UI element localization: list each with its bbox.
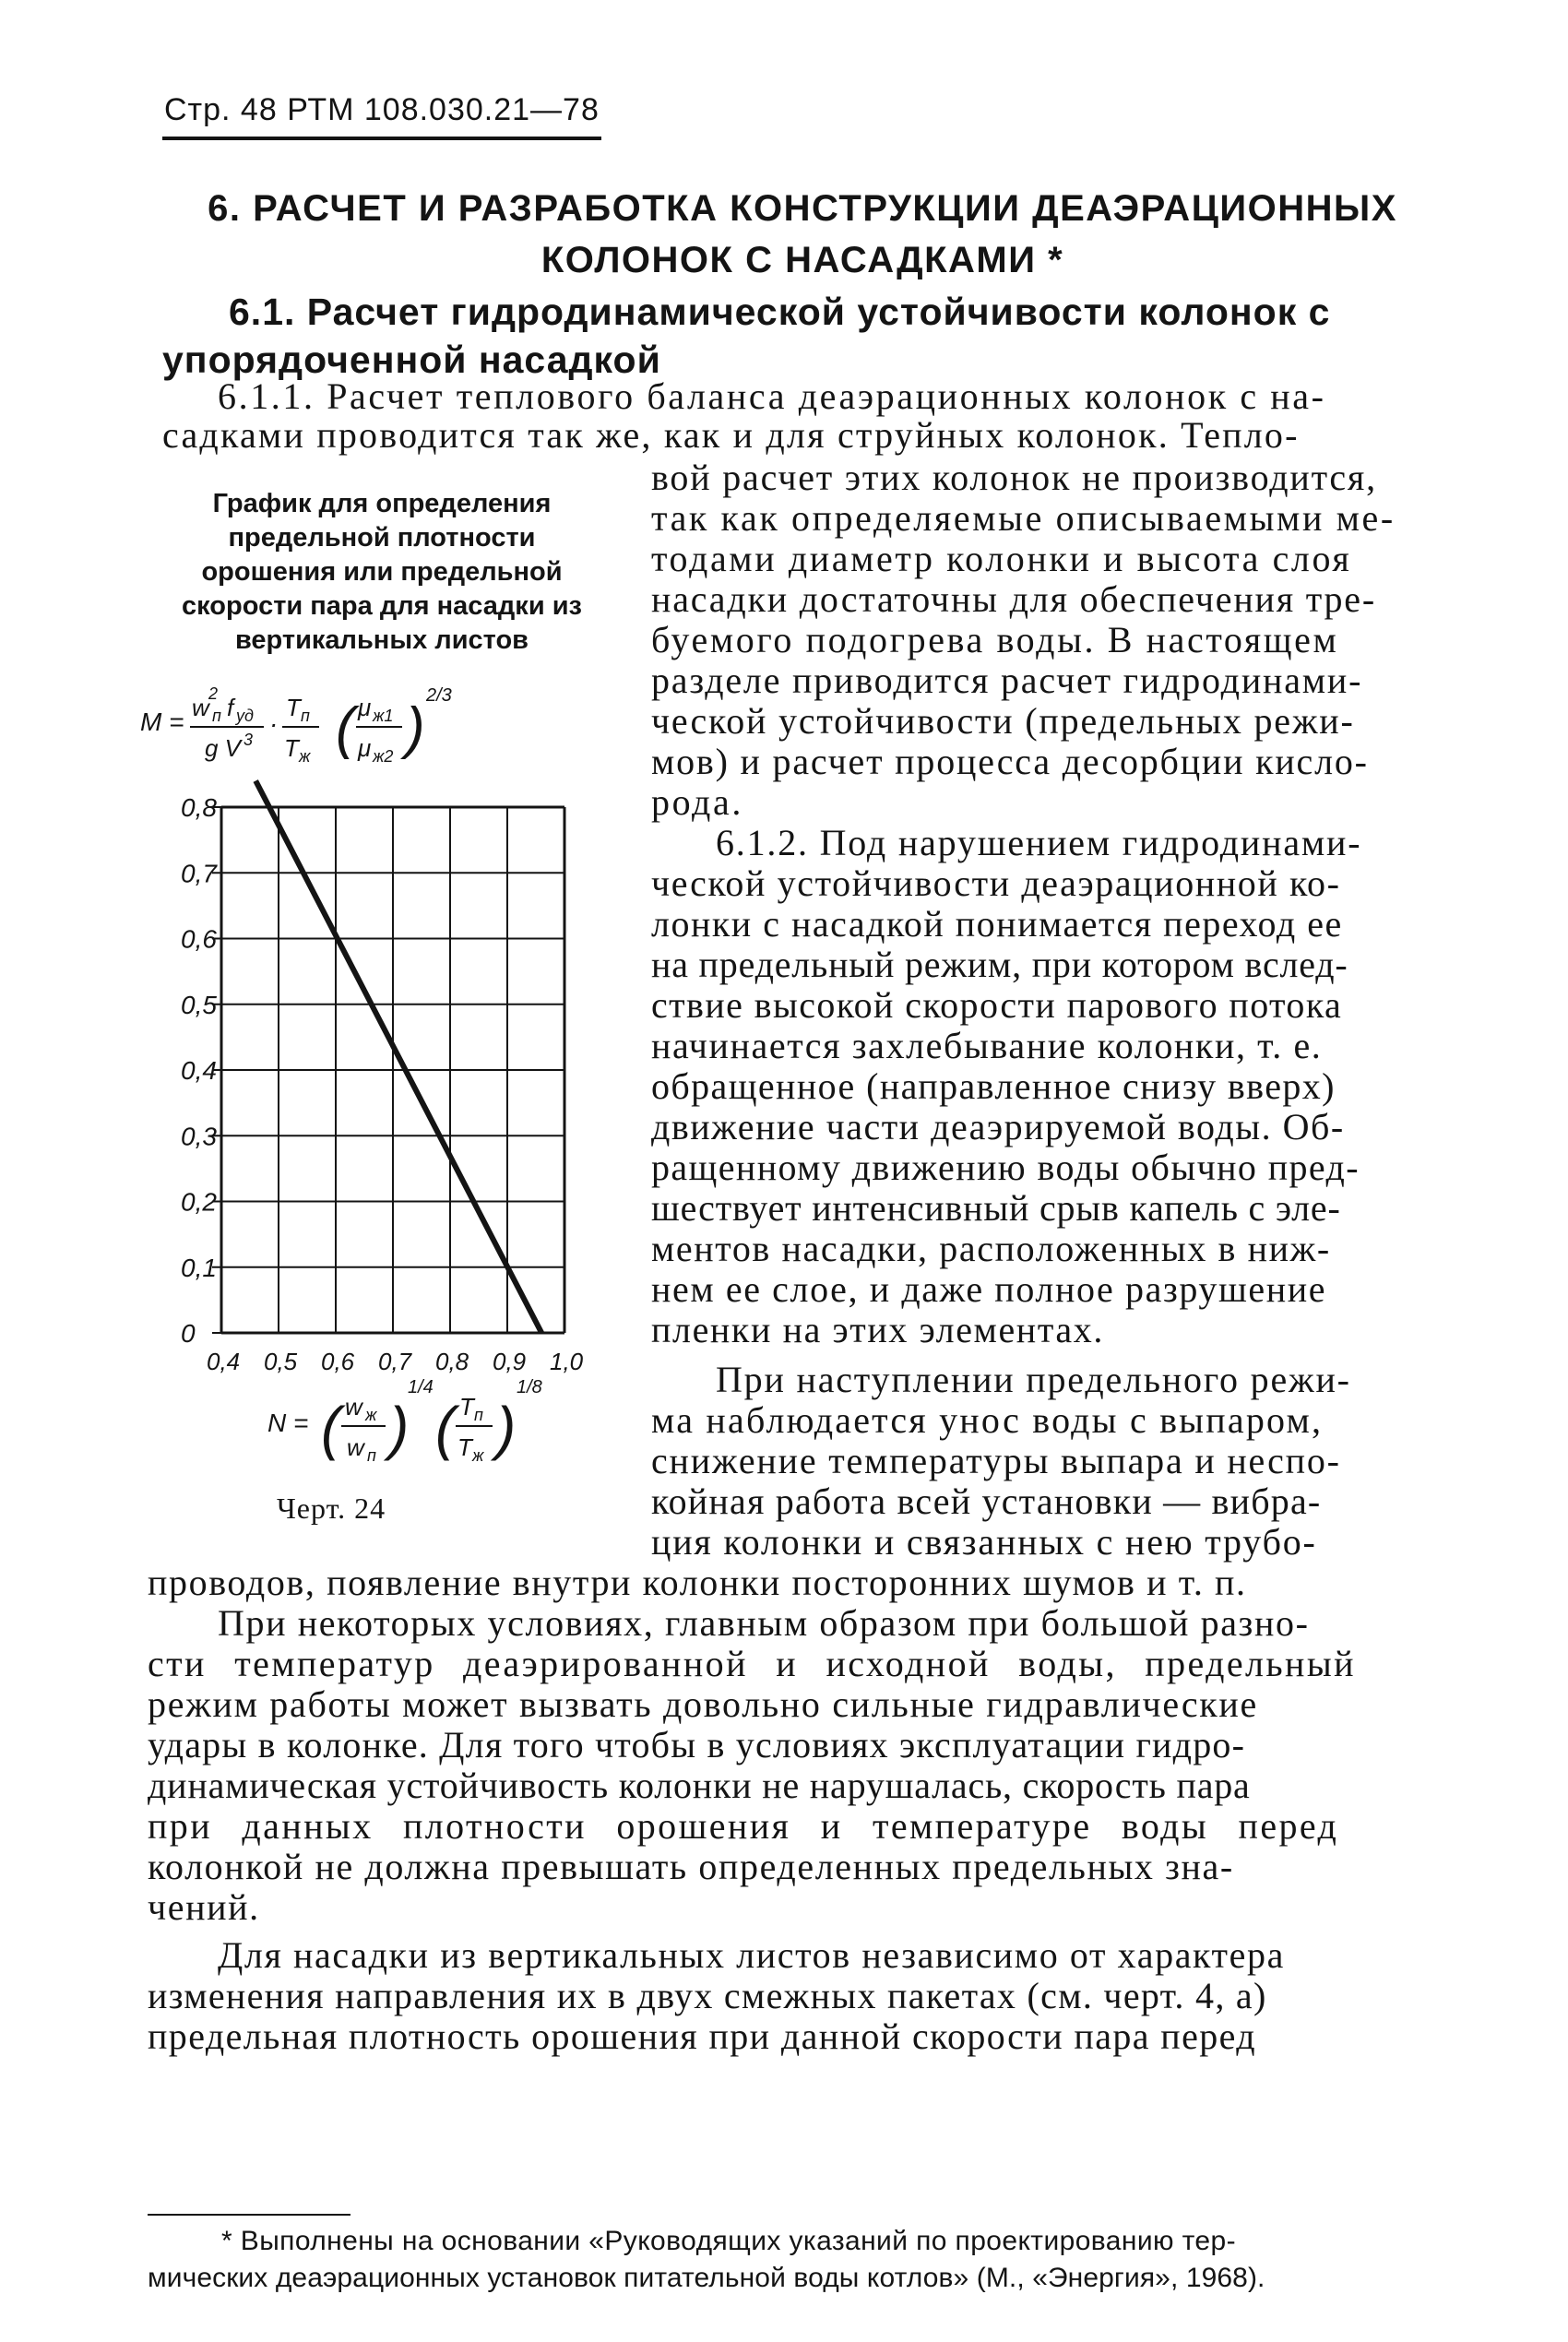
footnote <box>148 2223 1457 2297</box>
x-tick-label: 0,8 <box>435 1348 469 1375</box>
svg-text:N =: N = <box>267 1409 309 1437</box>
svg-text:T: T <box>284 734 299 762</box>
text-line: начинается захлебывание колонки, т. е. <box>651 1025 1323 1066</box>
header-rule <box>162 137 601 140</box>
figure-caption: График для определения предельной плотности орошения или предельной скорости пара для насадки из вертикальных листов <box>182 489 582 655</box>
x-tick-label: 0,5 <box>264 1348 298 1375</box>
svg-text:T: T <box>286 694 301 721</box>
svg-text:μ: μ <box>358 694 372 721</box>
footnote-line: * Выполнены на основании «Руководящих указаний по проектированию тер- <box>221 2226 1236 2256</box>
x-axis-formula <box>267 1377 542 1465</box>
text-line: удары в колонке. Для того чтобы в условиях эксплуатации гидро- <box>148 1724 1246 1765</box>
svg-text:w: w <box>347 1433 364 1461</box>
svg-text:п: п <box>212 707 221 725</box>
text-line: Для насадки из вертикальных листов независимо от характера <box>218 1934 1285 1976</box>
svg-text:ж1: ж1 <box>373 707 394 725</box>
deaeration-chart <box>138 646 636 1476</box>
text-line: ма наблюдается унос воды с выпаром, <box>651 1399 1324 1441</box>
svg-text:уд: уд <box>236 707 254 725</box>
y-tick-label: 0 <box>181 1319 196 1348</box>
svg-text:): ) <box>496 1395 517 1461</box>
text-line: ствие высокой скорости парового потока <box>651 984 1343 1026</box>
text-line: режим работы может вызвать довольно сильные гидравлические <box>148 1683 1258 1725</box>
text-line: 6.1.2. Под нарушением гидродинами- <box>716 822 1362 863</box>
svg-text:w: w <box>345 1393 362 1421</box>
footnote-line: мических деаэрационных установок питательной воды котлов» (М., «Энергия», 1968). <box>148 2263 1265 2293</box>
svg-text:п: п <box>301 707 310 725</box>
y-tick-label: 0,8 <box>181 793 217 822</box>
svg-text:ж: ж <box>472 1446 484 1465</box>
svg-text:ж: ж <box>365 1406 377 1424</box>
y-tick-label: 0,1 <box>181 1253 217 1282</box>
x-tick-label: 1,0 <box>550 1348 584 1375</box>
y-tick-label: 0,6 <box>181 924 217 954</box>
text-line: вой расчет этих колонок не производится, <box>651 457 1377 498</box>
svg-text:μ: μ <box>358 734 372 762</box>
text-line: предельная плотность орошения при данной скорости пара перед <box>148 2015 1257 2057</box>
svg-text:1/8: 1/8 <box>517 1377 542 1397</box>
x-tick-label: 0,7 <box>378 1348 412 1375</box>
text-line: при данных плотности орошения и температуре воды перед <box>148 1805 1339 1847</box>
text-line: динамическая устойчивость колонки не нарушалась, скорость пара <box>148 1765 1251 1806</box>
svg-text:1/4: 1/4 <box>408 1377 434 1397</box>
svg-text:M =: M = <box>140 707 184 736</box>
text-line: койная работа всей установки — вибра- <box>651 1480 1322 1522</box>
text-line: буемого подогрева воды. В настоящем <box>651 619 1339 660</box>
x-tick-label: 0,4 <box>207 1348 241 1375</box>
text-line: разделе приводится расчет гидродинами- <box>651 660 1363 701</box>
text-line: ческой устойчивости деаэрационной ко- <box>651 862 1341 904</box>
svg-text:3: 3 <box>244 731 254 749</box>
svg-text:): ) <box>406 696 425 760</box>
svg-text:T: T <box>457 1433 472 1461</box>
chart-grid <box>212 807 564 1333</box>
svg-text:f: f <box>227 694 234 721</box>
text-line: тодами диаметр колонки и высота слоя <box>651 538 1352 579</box>
text-line: 6.1.1. Расчет теплового баланса деаэрационных колонок с на- <box>218 375 1326 417</box>
svg-text:2/3: 2/3 <box>426 685 452 706</box>
svg-text:2: 2 <box>208 684 219 703</box>
text-line: так как определяемые описываемыми ме- <box>651 497 1396 539</box>
text-line: рода. <box>651 781 743 823</box>
section-title: 6. РАСЧЕТ И РАЗРАБОТКА КОНСТРУКЦИИ ДЕАЭРАЦИОННЫХ КОЛОНОК С НАСАДКАМИ * <box>208 188 1397 280</box>
svg-text:g V: g V <box>205 734 242 762</box>
svg-text:п: п <box>474 1406 483 1424</box>
text-line: шествует интенсивный срыв капель с эле- <box>651 1187 1341 1229</box>
x-tick-label: 0,6 <box>321 1348 355 1375</box>
text-line: мов) и расчет процесса десорбции кисло- <box>651 741 1369 782</box>
text-line: насадки достаточны для обеспечения тре- <box>651 578 1376 620</box>
svg-text:w: w <box>192 694 209 721</box>
svg-text:): ) <box>389 1395 410 1461</box>
svg-text:ж2: ж2 <box>373 747 394 766</box>
text-line: на предельный режим, при котором вслед- <box>651 944 1348 985</box>
text-line: садками проводится так же, как и для струйных колонок. Тепло- <box>162 414 1300 456</box>
text-line: пленки на этих элементах. <box>651 1309 1104 1350</box>
series-line <box>255 781 541 1334</box>
subsection-title: 6.1. Расчет гидродинамической устойчивости колонок с упорядоченной насадкой <box>162 291 1331 381</box>
text-line: изменения направления их в двух смежных пакетах (см. черт. 4, а) <box>148 1975 1267 2016</box>
svg-text:T: T <box>459 1393 474 1421</box>
y-tick-label: 0,3 <box>181 1122 217 1151</box>
text-line: При наступлении предельного режи- <box>716 1359 1351 1400</box>
text-line: снижение температуры выпара и неспо- <box>651 1440 1341 1481</box>
text-line: При некоторых условиях, главным образом при большой разно- <box>218 1602 1310 1644</box>
svg-text:ж: ж <box>299 747 311 766</box>
text-line: ция колонки и связанных с нею трубо- <box>651 1521 1317 1563</box>
y-tick-label: 0,5 <box>181 990 217 1019</box>
svg-text:(: ( <box>336 696 355 760</box>
text-line: лонки с насадкой понимается переход ее <box>651 903 1343 945</box>
svg-text:(: ( <box>321 1395 341 1461</box>
text-line: ческой устойчивости (предельных режи- <box>651 700 1355 742</box>
text-line: чений. <box>148 1886 260 1928</box>
text-line: обращенное (направленное снизу вверх) <box>651 1065 1336 1107</box>
y-axis-formula <box>140 684 452 766</box>
text-line: ращенному движению воды обычно пред- <box>651 1147 1360 1188</box>
y-tick-label: 0,2 <box>181 1187 217 1217</box>
text-line: ментов насадки, расположенных в ниж- <box>651 1228 1331 1269</box>
footnote-rule <box>148 2214 350 2216</box>
svg-text:п: п <box>367 1446 376 1465</box>
text-line: движение части деаэрируемой воды. Об- <box>651 1106 1345 1147</box>
svg-text:·: · <box>269 709 279 738</box>
x-tick-label: 0,9 <box>493 1348 527 1375</box>
y-tick-label: 0,4 <box>181 1056 217 1085</box>
svg-text:(: ( <box>435 1395 456 1461</box>
figure-label: Черт. 24 <box>277 1492 386 1525</box>
text-line: колонкой не должна превышать определенных предельных зна- <box>148 1846 1234 1887</box>
text-line: сти температур деаэрированной и исходной воды, предельный <box>148 1643 1356 1684</box>
y-tick-label: 0,7 <box>181 859 217 888</box>
text-line: проводов, появление внутри колонки посторонних шумов и т. п. <box>148 1562 1247 1603</box>
x-tick-labels <box>207 1348 584 1375</box>
text-line: нем ее слое, и даже полное разрушение <box>651 1268 1327 1310</box>
y-tick-labels <box>181 793 218 1348</box>
page-header: Стр. 48 РТМ 108.030.21—78 <box>164 92 600 127</box>
